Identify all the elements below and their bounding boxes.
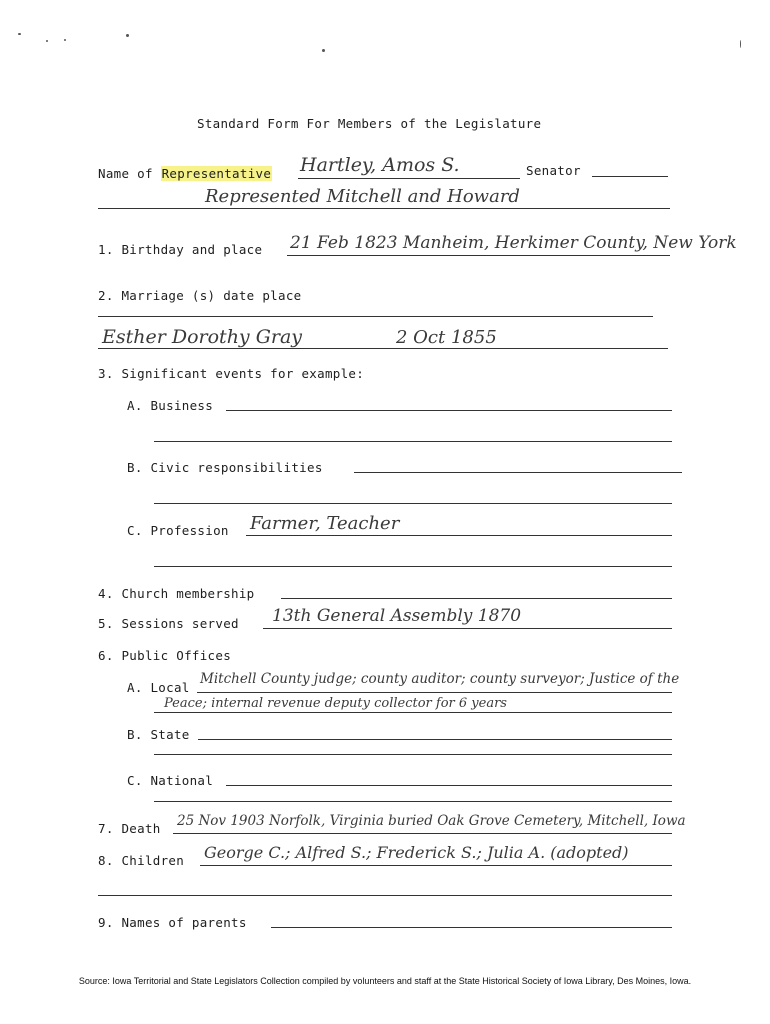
q6c-label: C. National (127, 773, 214, 788)
q5-line (263, 628, 672, 629)
q8-value: George C.; Alfred S.; Frederick S.; Julia A. (adopted) (204, 843, 629, 862)
scan-speck (322, 49, 325, 52)
name-label (98, 166, 272, 181)
senator-line (592, 176, 668, 177)
q2-line-2 (98, 348, 668, 349)
q6a-line-2 (154, 712, 672, 713)
scan-speck (46, 40, 48, 42)
scan-speck (126, 34, 129, 37)
q2-line-1 (98, 316, 653, 317)
q8-label: 8. Children (98, 853, 185, 868)
representative-label: Representative (161, 166, 272, 181)
q6a-value-1: Mitchell County judge; county auditor; county surveyor; Justice of the (200, 671, 680, 687)
q6a-label: A. Local (127, 680, 190, 695)
q1-line (287, 255, 670, 256)
name-value: Hartley, Amos S. (300, 154, 460, 176)
name-line (298, 178, 520, 179)
q6c-line-2 (154, 801, 672, 802)
q6a-line-1 (197, 692, 672, 693)
q3b-line-2 (154, 503, 672, 504)
q6a-value-2: Peace; internal revenue deputy collector for 6 years (164, 696, 507, 711)
q6c-line-1 (226, 785, 672, 786)
q8-line-2 (98, 895, 672, 896)
district-line (98, 208, 670, 209)
q7-value: 25 Nov 1903 Norfolk, Virginia buried Oak Grove Cemetery, Mitchell, Iowa (177, 813, 686, 829)
q3c-label: C. Profession (127, 523, 229, 538)
q2-value-name: Esther Dorothy Gray (102, 326, 303, 348)
q7-label: 7. Death (98, 821, 161, 836)
q5-label: 5. Sessions served (98, 616, 239, 631)
scan-speck (740, 40, 741, 48)
q3b-label: B. Civic responsibilities (127, 460, 323, 475)
q8-line-1 (200, 865, 672, 866)
q3c-line-1 (246, 535, 672, 536)
q7-line (173, 833, 672, 834)
district-value: Represented Mitchell and Howard (205, 186, 520, 207)
senator-label: Senator (526, 163, 581, 178)
q3-label: 3. Significant events for example: (98, 366, 365, 381)
q6-label: 6. Public Offices (98, 648, 232, 663)
q2-label: 2. Marriage (s) date place (98, 288, 302, 303)
q5-value: 13th General Assembly 1870 (272, 606, 522, 626)
q9-line (271, 927, 672, 928)
q3b-line-1 (354, 472, 682, 473)
q1-label: 1. Birthday and place (98, 242, 263, 257)
q3a-label: A. Business (127, 398, 214, 413)
q4-label: 4. Church membership (98, 586, 255, 601)
q6b-line-1 (198, 739, 672, 740)
q6b-label: B. State (127, 727, 190, 742)
q3c-value: Farmer, Teacher (250, 513, 400, 534)
source-footer: Source: Iowa Territorial and State Legislators Collection compiled by volunteers and staff at the State Historical Society of Iowa Library, Des Moines, Iowa. (78, 976, 692, 986)
q3c-line-2 (154, 566, 672, 567)
scan-speck (64, 39, 66, 41)
q3a-line-2 (154, 441, 672, 442)
q6b-line-2 (154, 754, 672, 755)
q4-line (281, 598, 672, 599)
q2-value-date: 2 Oct 1855 (396, 327, 497, 348)
q9-label: 9. Names of parents (98, 915, 247, 930)
form-title: Standard Form For Members of the Legislature (197, 116, 542, 131)
q1-value: 21 Feb 1823 Manheim, Herkimer County, New York (290, 233, 737, 253)
q3a-line-1 (226, 410, 672, 411)
name-of-label: Name of (98, 166, 153, 181)
scan-speck (18, 33, 21, 35)
